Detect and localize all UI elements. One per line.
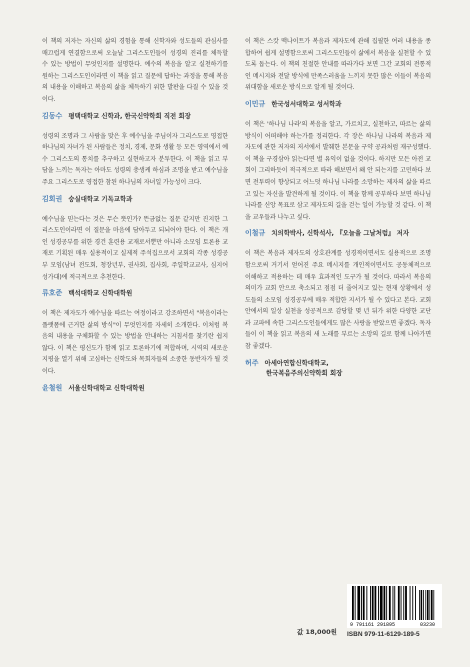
barcode-addon-bar <box>425 590 426 620</box>
barcode-addon-bar <box>427 590 429 620</box>
author-affiliation: 서울신학대학교 신학대학원 <box>68 383 145 392</box>
barcode-bar <box>378 586 379 620</box>
barcode-addon-bar <box>423 590 424 620</box>
barcode-bar <box>357 586 360 620</box>
author-affiliation: 백석대학교 신학대학원 <box>68 289 133 298</box>
barcode-addon-bar <box>431 590 433 620</box>
barcode-addon-bar <box>419 590 420 620</box>
endorsement-author <box>42 194 228 204</box>
endorsement-text: 이 책은 스캇 맥나이트가 복음과 제자도에 관해 집필한 여러 내용을 종합하여 쉽게 설명함으로써 그리스도인들이 삶에서 복음을 실천할 수 있도록 돕는다. 이 책의 친절한 안내를 따라가다 보면 그간 교회의 전통적인 메시지와 전달 방식에 만족스러움을 느끼지 못한 많은 이들이 복음의 위대함을 새로운 방식으로 알게 될 것이다. <box>245 38 431 92</box>
endorsement-7 <box>245 248 431 377</box>
barcode-bar <box>361 586 362 620</box>
barcode-bar <box>384 586 386 620</box>
author-name: 이철규 <box>245 229 266 238</box>
endorsement-3 <box>42 214 228 299</box>
endorsement-author <box>42 111 228 121</box>
author-affiliation: 숭실대학교 기독교학과 <box>68 194 133 203</box>
endorsement-author <box>245 99 431 109</box>
barcode-bar <box>403 586 404 620</box>
barcode-bar <box>372 586 374 620</box>
endorsement-author <box>245 228 431 238</box>
endorsement-text: 이 책은 '하나님 나라'의 복음을 알고, 가르치고, 실천하고, 따르는 삶의 방식이 어떠해야 하는가를 정리한다. 각 장은 하나님 나라의 복음과 제자도에 관한 저자의 저서에서 발췌한 본문을 구약 공과처럼 재구성했다. 이 책을 구경삼아 읽는다면 별 유익이 없을 것이다. 하지만 모든 아전 교회이 그리하듯이 적극적으로 따라 해보면서 왜 안 되는지를 고민하다 보면 전투력이 향상되고 어느덧 하나님 나라를 소망하는 제자의 삶을 따르고 있는 자신을 발견하게 될 것이다. 이 책을 함께 공부하다 보면 하나님 나라를 신앙 목표로 삼고 제자도의 길을 걷는 일이 가능할 것 같다. 이 책을 교우들과 나누고 싶다. <box>245 120 431 221</box>
barcode-bar <box>401 586 402 620</box>
barcode-addon-bar <box>433 590 434 620</box>
barcode-graphic <box>347 584 442 628</box>
endorsement-text: 예수님을 믿는다는 것은 무슨 뜻인가? 뜬금없는 질문 같지만 진지한 그리스도인이라면 이 질문을 마음에 담아두고 되뇌어야 한다. 이 책은 개인 성경공부를 위한 경건 훈련용 교재로서뿐만 아니라 소모임 토론용 교재로 기획된 매우 실용적이고 실제적 주석집으로서 교회의 각종 성경공부 모임(남녀 전도회, 청장년부, 권사회, 집사회, 주일학교교사, 심지어 성가대)에 적극적으로 추천한다. <box>42 215 228 281</box>
barcode-bar <box>398 586 400 620</box>
barcode-bar <box>410 586 411 620</box>
barcode-bar <box>355 586 356 620</box>
author-name: 류호준 <box>42 289 63 298</box>
barcode-bar <box>386 586 387 620</box>
isbn-text: ISBN 979-11-6129-189-5 <box>347 631 420 638</box>
isbn-barcode <box>347 584 442 628</box>
barcode-bar <box>393 586 394 620</box>
endorsement-4 <box>42 308 228 393</box>
barcode-bar <box>415 586 416 620</box>
endorsement-text: 이 책은 복음과 제자도의 상호관계를 성경적이면서도 실용적으로 조명함으로써 거기서 얻어진 주요 메시지를 개인적이면서도 공동체적으로 이해하고 적용하는 데 매우 효과적인 도구가 될 것이다. 따라서 복음의 의미가 교회 안으로 축소되고 점점 더 줄어지고 있는 현재 상황에서 성도들의 소모임 성경공부에 매우 적합한 지서가 될 수 있다고 본다. 교회 안에서의 일상 실천을 성공적으로 감당할 몇 년 뒤가 위한 다양한 교단과 교파에 속한 그리스도인들에게도 많은 사랑을 받았으면 좋겠다. 독자들이 이 책을 읽고 복음의 새 노래를 부르는 소망의 길로 함께 나아가면 참 좋겠다. <box>245 250 431 351</box>
barcode-bar <box>380 586 383 620</box>
endorsement-6 <box>245 119 431 238</box>
author-affiliation: 치의학박사, 신학석사, 『오늘을 그날처럼』 저자 <box>271 229 409 238</box>
author-name: 윤철원 <box>42 383 63 392</box>
endorsement-text: 성령의 조명과 그 사람을 맞은 후 예수님을 주님이자 그리스도로 영접한 하나님의 자녀가 된 사람들은 정치, 경제, 문화 생활 등 모든 영역에서 예수 그리스도의 통치를 추구하고 실현하고자 분투한다. 이 책을 읽고 부담을 느끼는 독자는 아마도 성령의 충생케 하심과 조명을 받고 예수님을 주요 그리스도로 영접한 참된 하나님의 자녀일 가능성이 크다. <box>42 132 228 186</box>
author-name: 허주 <box>245 358 259 367</box>
endorsement-text: 이 책의 저자는 자신의 삶의 경험을 통해 신학자와 성도들의 관심사를 매끄럽게 연결함으로써 오늘날 그리스도인들이 성경의 진리를 체득할 수 있는 방법이 무엇인지를 설명한다. 예수의 복음을 알고 실천하기를 원하는 그리스도인이라면 이 책을 읽고 질문에 답하는 과정을 통해 복음의 내용을 이해하고 복음의 삶을 체득하기 위한 발판을 다질 수 있을 것이다. <box>42 38 228 103</box>
barcode-bar <box>363 586 365 620</box>
author-affiliation: 평택대학교 신학과, 한국신약학회 직전 회장 <box>68 111 191 120</box>
barcode-bar <box>389 586 391 620</box>
right-column <box>245 36 431 388</box>
barcode-bar <box>394 586 395 620</box>
author-affiliation: 아세아연합신학대학교, <box>264 358 329 367</box>
author-name: 김동수 <box>42 111 63 120</box>
author-name: 이민규 <box>245 99 266 108</box>
barcode-bar <box>370 586 371 620</box>
author-name: 김회권 <box>42 194 63 203</box>
barcode-bar <box>405 586 407 620</box>
author-affiliation-line2: 한국복음주의신약학회 회장 <box>266 368 343 377</box>
endorsement-5 <box>245 36 431 109</box>
price-label: 값 18,000원 <box>297 628 337 636</box>
barcode-addon-bar <box>421 590 423 620</box>
barcode-digits-right: 03230 <box>420 622 436 628</box>
barcode-bar <box>375 586 377 620</box>
endorsement-1 <box>42 36 228 121</box>
endorsement-author <box>42 383 228 393</box>
barcode-bar <box>412 586 413 620</box>
left-column <box>42 36 228 403</box>
barcode-bar <box>366 586 367 620</box>
endorsement-2 <box>42 131 228 204</box>
author-affiliation: 한국성서대학교 성서학과 <box>271 99 342 108</box>
endorsement-author <box>42 288 228 298</box>
barcode-addon-bar <box>429 590 430 620</box>
barcode-digits-left: 9 791161 291895 <box>350 622 396 628</box>
endorsement-author <box>245 358 431 378</box>
endorsement-text: 이 책은 제자도가 예수님을 따르는 여정이라고 강조하면서 "복음이라는 플랫폼에 근거한 삶의 방식"이 무엇인지를 자세히 소개한다. 이처럼 복음의 내용을 구체화할 수 있는 방법을 안내하는 지침서를 찾기란 쉽지 않다. 이 책은 평신도가 함께 읽고 토론하기에 적합하며, 시역의 새로운 지평을 열기 위해 고심하는 신학도와 목회자들의 소중한 동반자가 될 것이다. <box>42 310 228 376</box>
barcode-bar <box>352 586 354 620</box>
